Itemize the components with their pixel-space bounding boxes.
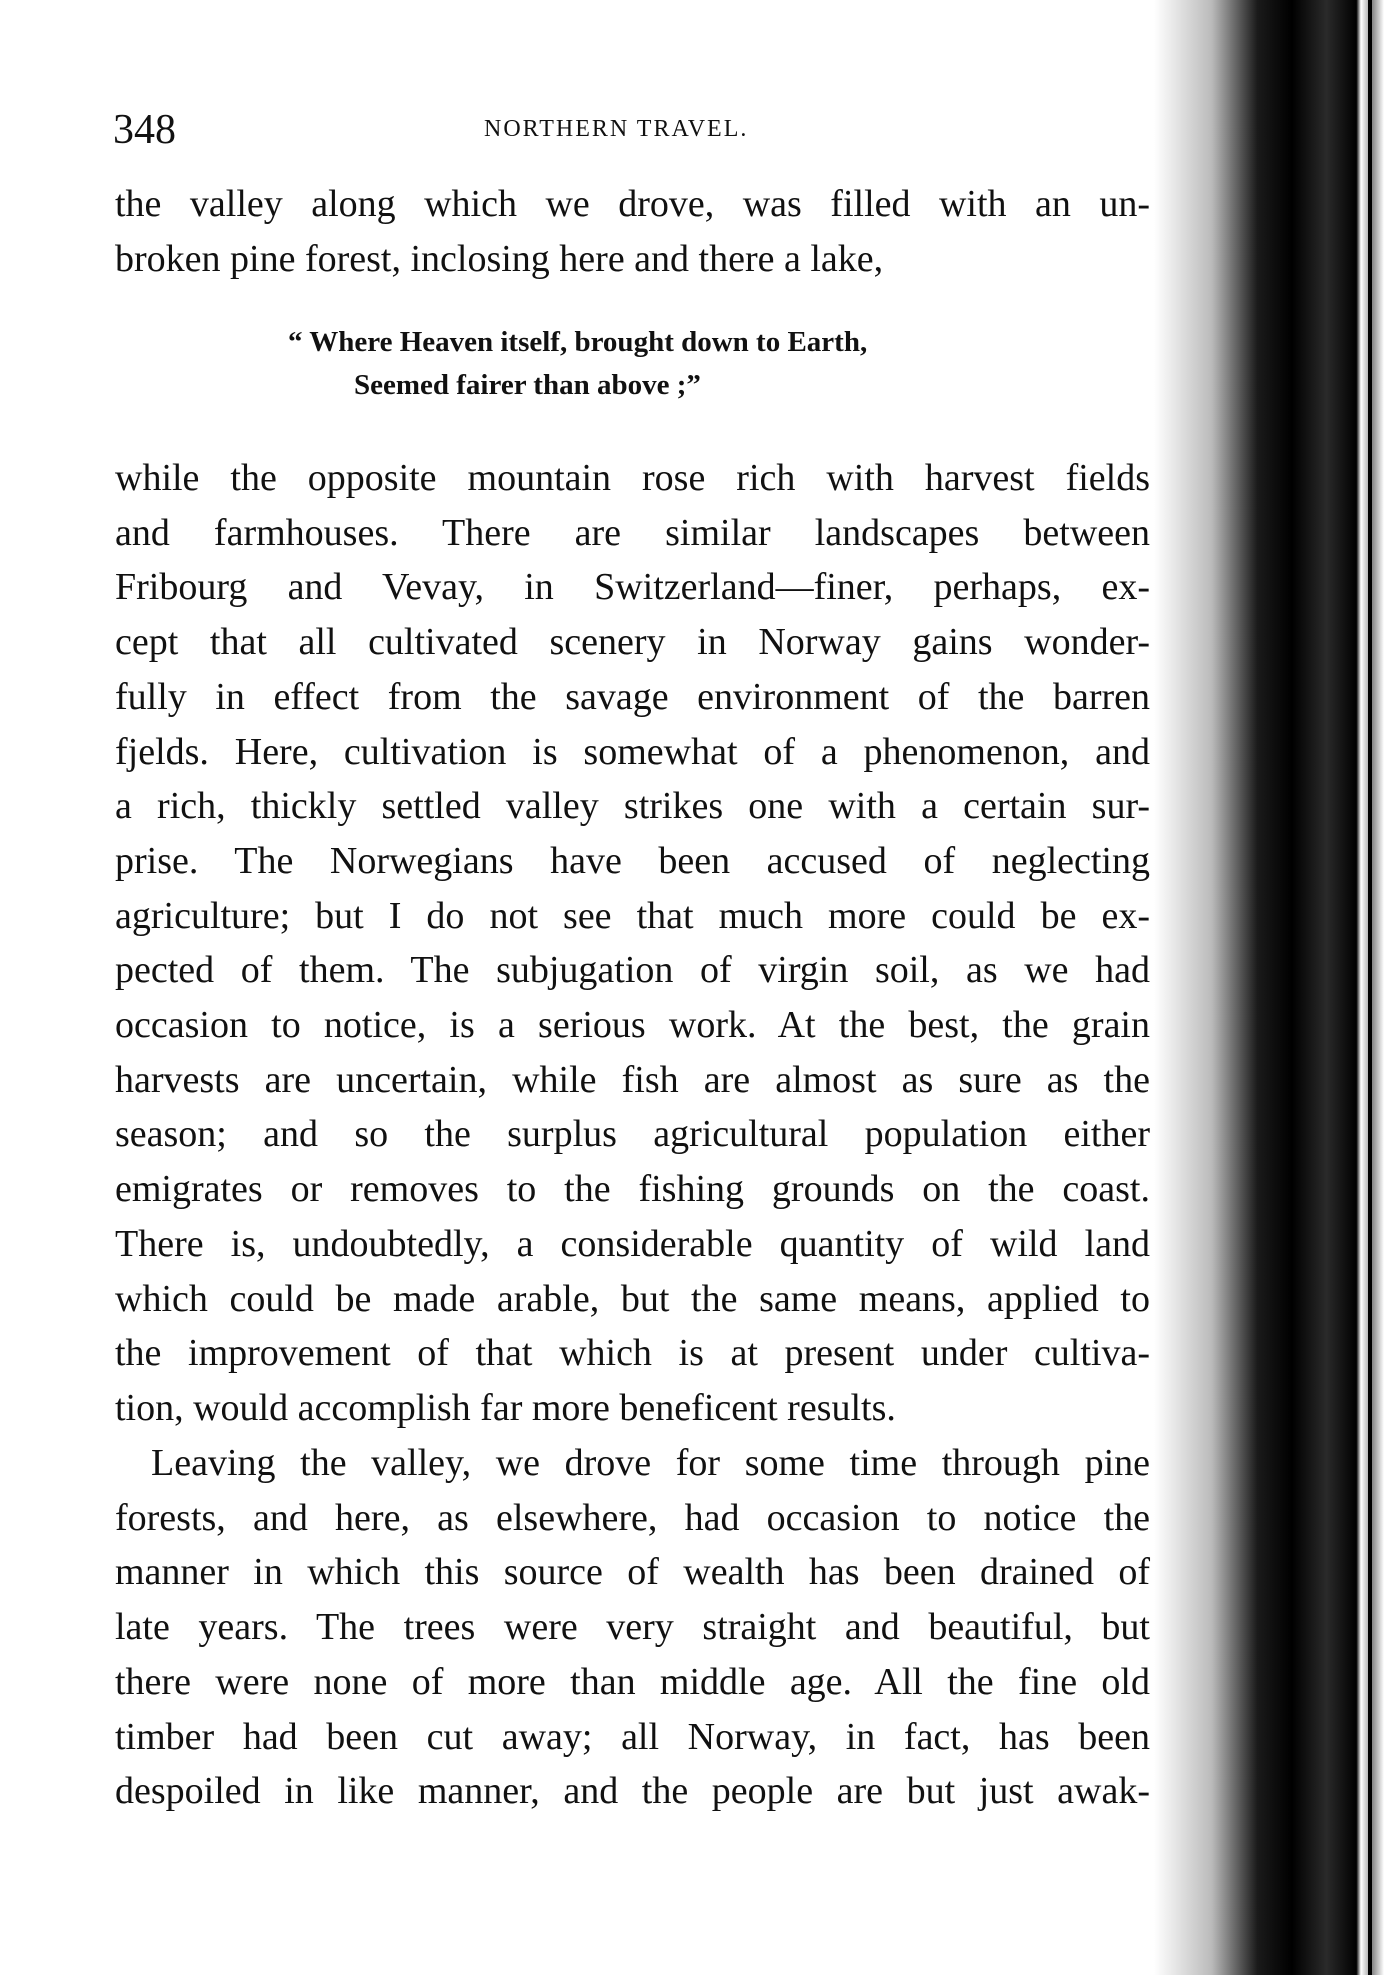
text-line: which could be made arable, but the same means, applied to: [115, 1277, 1150, 1320]
text-line: pected of them. The subjugation of virgin soil, as we had: [115, 949, 1150, 992]
text-line: manner in which this source of wealth has been drained of: [115, 1551, 1150, 1594]
paragraph-2: [115, 451, 1150, 1436]
text-line: the valley along which we drove, was filled with an un-: [115, 183, 1150, 225]
text-line: broken pine forest, inclosing here and there a lake,: [115, 237, 884, 280]
text-line: occasion to notice, is a serious work. At the best, the grain: [115, 1004, 1150, 1047]
text-line: Fribourg and Vevay, in Switzerland—finer, perhaps, ex-: [115, 566, 1150, 609]
paragraph-1: [115, 177, 1150, 286]
text-line: fully in effect from the savage environment of the barren: [115, 675, 1150, 718]
text-line: a rich, thickly settled valley strikes one with a certain sur-: [115, 785, 1150, 828]
text-line: despoiled in like manner, and the people are but just awak-: [115, 1770, 1150, 1813]
text-line: harvests are uncertain, while fish are almost as sure as the: [115, 1058, 1150, 1101]
scan-page-edge-shadow: [1154, 0, 1384, 1975]
text-line: and farmhouses. There are similar landscapes between: [115, 511, 1150, 554]
text-line: Seemed fairer than above ;”: [354, 369, 701, 401]
text-line: tion, would accomplish far more beneficent results.: [115, 1386, 896, 1429]
text-line: forests, and here, as elsewhere, had occasion to notice the: [115, 1496, 1150, 1539]
scan-binding-line: [1368, 0, 1372, 1975]
paragraph-3: [115, 1436, 1150, 1819]
text-line: There is, undoubtedly, a considerable quantity of wild land: [115, 1222, 1150, 1265]
text-line: emigrates or removes to the fishing grounds on the coast.: [115, 1168, 1150, 1211]
text-line: late years. The trees were very straight and beautiful, but: [115, 1606, 1150, 1649]
verse-quote: [288, 321, 867, 407]
text-line: there were none of more than middle age. All the fine old: [115, 1660, 1150, 1703]
text-line: season; and so the surplus agricultural population either: [115, 1113, 1150, 1156]
running-title: NORTHERN TRAVEL.: [484, 116, 749, 142]
page-number: 348: [113, 107, 176, 153]
text-line: Leaving the valley, we drove for some time through pine: [151, 1442, 1150, 1484]
text-line: prise. The Norwegians have been accused of neglecting: [115, 839, 1150, 882]
text-line: while the opposite mountain rose rich with harvest fields: [115, 457, 1150, 499]
text-line: “ Where Heaven itself, brought down to Earth,: [288, 326, 868, 358]
text-line: agriculture; but I do not see that much more could be ex-: [115, 894, 1150, 937]
text-line: fjelds. Here, cultivation is somewhat of a phenomenon, and: [115, 730, 1150, 773]
text-line: cept that all cultivated scenery in Norway gains wonder-: [115, 621, 1150, 664]
text-line: timber had been cut away; all Norway, in fact, has been: [115, 1715, 1150, 1758]
text-line: the improvement of that which is at present under cultiva-: [115, 1332, 1150, 1375]
